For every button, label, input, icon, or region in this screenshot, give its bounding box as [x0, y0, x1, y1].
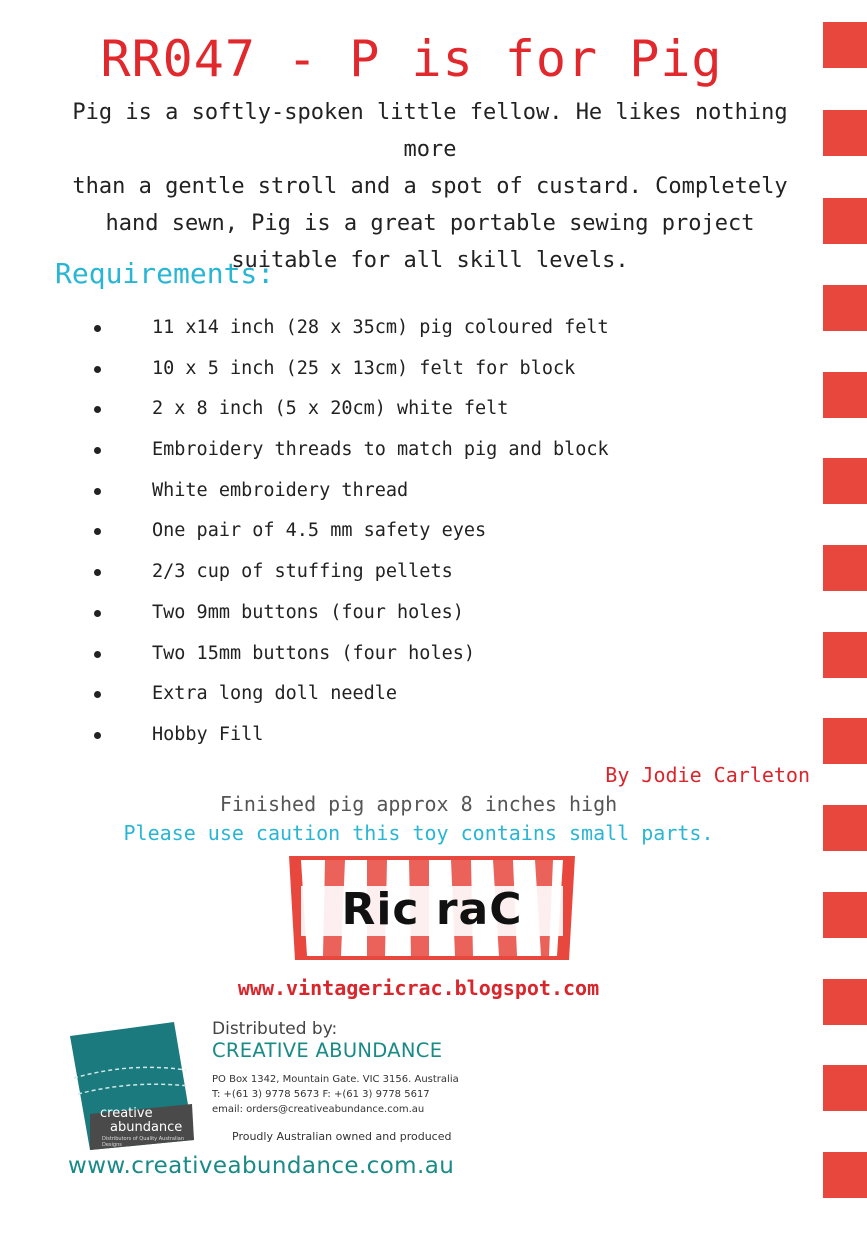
list-item: [90, 511, 609, 552]
bullet-icon: [94, 447, 101, 454]
stripe-block: [823, 718, 867, 764]
stripe-block: [823, 632, 867, 678]
requirement-text: 11 x14 inch (28 x 35cm) pig coloured felt: [152, 317, 609, 338]
stripe-block: [823, 198, 867, 244]
bullet-icon: [94, 366, 101, 373]
distributor-address: PO Box 1342, Mountain Gate. VIC 3156. Australia: [212, 1074, 459, 1085]
caution-note: Please use caution this toy contains small parts.: [123, 821, 714, 845]
stripe-block: [823, 545, 867, 591]
finished-size-note: Finished pig approx 8 inches high: [219, 792, 618, 816]
stripe-block: [823, 458, 867, 504]
list-item: [90, 552, 609, 593]
list-item: [90, 471, 609, 512]
logo-word-creative: creative: [100, 1106, 153, 1121]
requirement-text: Hobby Fill: [152, 723, 264, 745]
creative-abundance-logo: [70, 1022, 200, 1150]
requirement-text: Embroidery threads to match pig and block: [152, 439, 609, 461]
bullet-icon: [94, 488, 101, 495]
stripe-block: [823, 285, 867, 331]
requirement-text: Two 9mm buttons (four holes): [152, 601, 464, 623]
intro-line: hand sewn, Pig is a great portable sewing project: [105, 211, 755, 236]
stripe-block: [823, 110, 867, 156]
distributor-email[interactable]: email: orders@creativeabundance.com.au: [212, 1104, 425, 1115]
logo-word-abundance: abundance: [110, 1120, 183, 1135]
requirement-text: One pair of 4.5 mm safety eyes: [152, 520, 487, 542]
stripe-block: [823, 372, 867, 418]
stripe-block: [823, 1152, 867, 1198]
bullet-icon: [94, 406, 101, 413]
distributor-url-link[interactable]: www.creativeabundance.com.au: [68, 1153, 455, 1179]
bullet-icon: [94, 528, 101, 535]
red-stripe-border: [823, 0, 867, 1233]
requirement-text: White embroidery thread: [152, 479, 409, 501]
requirement-text: 2/3 cup of stuffing pellets: [152, 561, 453, 583]
requirements-heading: Requirements:: [55, 257, 275, 290]
intro-line: suitable for all skill levels.: [231, 248, 629, 273]
requirements-list: [90, 308, 609, 756]
intro-line: Pig is a softly-spoken little fellow. He likes nothing more: [72, 100, 788, 162]
author-credit: By Jodie Carleton: [605, 763, 810, 787]
ricrac-logo: [287, 856, 577, 964]
requirement-text: 10 x 5 inch (25 x 13cm) felt for block: [152, 357, 576, 379]
bullet-icon: [94, 569, 101, 576]
bullet-icon: [94, 610, 101, 617]
distributor-tagline: Proudly Australian owned and produced: [232, 1130, 452, 1143]
distributor-name: CREATIVE ABUNDANCE: [212, 1039, 443, 1062]
blog-url-link[interactable]: www.vintagericrac.blogspot.com: [237, 976, 600, 1000]
stripe-block: [823, 22, 867, 68]
list-item: [90, 308, 609, 349]
list-item: [90, 349, 609, 390]
bullet-icon: [94, 691, 101, 698]
requirement-text: 2 x 8 inch (5 x 20cm) white felt: [152, 398, 509, 420]
distributor-phone: T: +(61 3) 9778 5673 F: +(61 3) 9778 5617: [212, 1089, 430, 1100]
stripe-block: [823, 892, 867, 938]
ricrac-logo-text: Ric raC: [341, 884, 523, 935]
distributed-by-label: Distributed by:: [212, 1019, 338, 1039]
list-item: [90, 389, 609, 430]
requirement-text: Extra long doll needle: [152, 683, 398, 705]
logo-small-text: Distributors of Quality Australian Designs: [102, 1136, 185, 1148]
requirement-text: Two 15mm buttons (four holes): [152, 642, 476, 664]
bullet-icon: [94, 651, 101, 658]
bullet-icon: [94, 325, 101, 332]
bullet-icon: [94, 732, 101, 739]
page-title: RR047 - P is for Pig: [100, 30, 723, 88]
stripe-block: [823, 1065, 867, 1111]
list-item: [90, 430, 609, 471]
list-item: [90, 593, 609, 634]
list-item: [90, 634, 609, 675]
list-item: [90, 674, 609, 715]
intro-line: than a gentle stroll and a spot of custard. Completely: [72, 174, 788, 199]
list-item: [90, 715, 609, 756]
